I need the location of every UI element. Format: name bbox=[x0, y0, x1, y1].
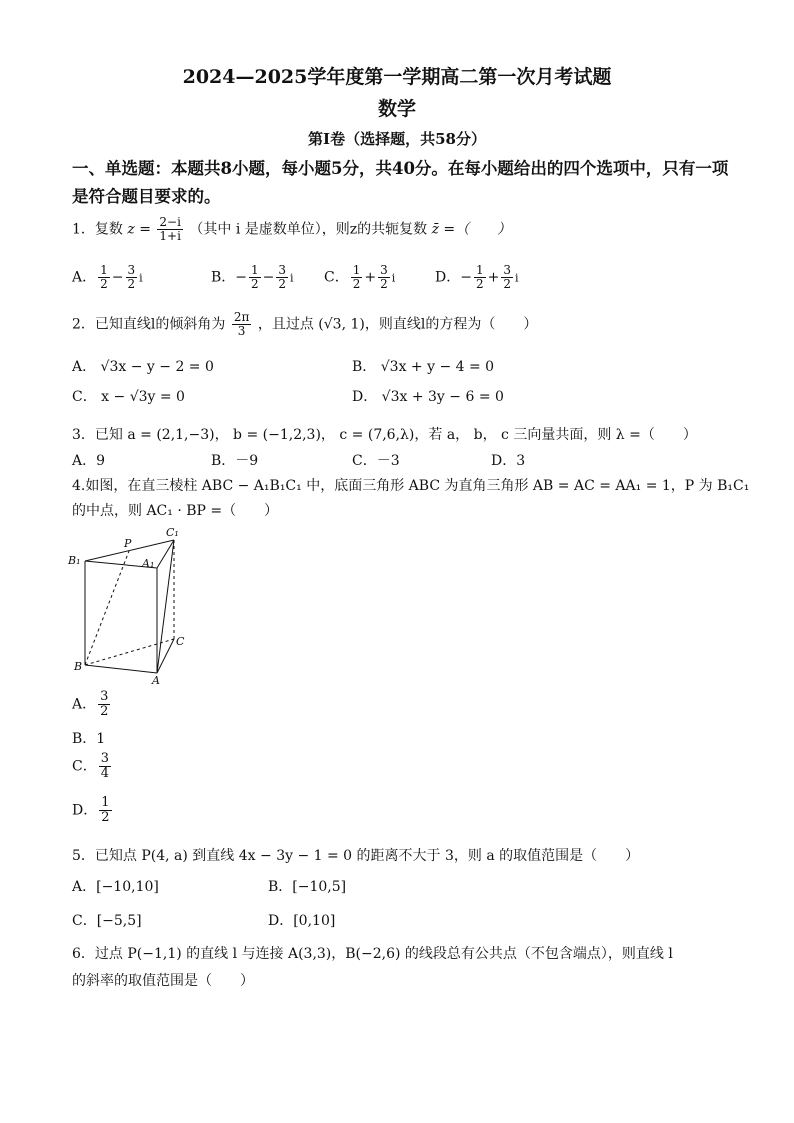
prism-figure bbox=[62, 522, 192, 686]
edge-ba bbox=[85, 665, 157, 673]
q1-option-c: C． $\frac{1}{2}$ + $\frac{3}{2}$ i bbox=[324, 263, 396, 291]
volume-title: 第Ⅰ卷（选择题，共58分） bbox=[308, 130, 486, 148]
exam-title: 2024—2025学年度第一学期高二第一次月考试题 bbox=[182, 66, 612, 88]
q1-fraction: $\frac{2-i}{1+i}$ bbox=[159, 215, 181, 243]
question-1 bbox=[72, 216, 511, 243]
q2-option-a: A． √3x − y − 2 = 0 bbox=[72, 359, 214, 375]
label-c1: C₁ bbox=[166, 526, 179, 539]
q5-option-a: A．[−10,10] bbox=[72, 879, 159, 895]
q4-option-b: B．1 bbox=[72, 731, 106, 747]
q2-option-c: C． x − √3y = 0 bbox=[72, 389, 185, 405]
q5-option-b: B．[−10,5] bbox=[268, 879, 347, 895]
q1-option-a: A． $\frac{1}{2}$ − $\frac{3}{2}$ i bbox=[72, 263, 143, 291]
q5-option-d: D．[0,10] bbox=[268, 913, 336, 929]
question-4-line1: 4.如图，在直三棱柱 ABC − A₁B₁C₁ 中，底面三角形 ABC 为直角三角形 AB = AC = AA₁ = 1，P 为 B₁C₁ bbox=[72, 478, 750, 494]
label-c: C bbox=[176, 635, 185, 648]
question-4-line2: 的中点，则 AC₁ · BP =（ ） bbox=[72, 503, 279, 519]
q2-option-b: B． √3x + y − 4 = 0 bbox=[352, 359, 495, 375]
q4-option-c: C． $\frac{3}{4}$ bbox=[72, 751, 109, 781]
label-b: B bbox=[74, 660, 83, 673]
q2-option-d: D． √3x + 3y − 6 = 0 bbox=[352, 389, 504, 405]
q5-option-c: C．[−5,5] bbox=[72, 913, 142, 929]
label-b1: B₁ bbox=[68, 554, 81, 567]
question-6-line2: 的斜率的取值范围是（ ） bbox=[72, 973, 254, 989]
q1-text: （其中 i 是虚数单位），则z的共轭复数 bbox=[189, 221, 428, 238]
q3-option-d: D．3 bbox=[491, 453, 526, 469]
q1-option-b: B．− $\frac{1}{2}$ − $\frac{3}{2}$ i bbox=[211, 263, 294, 291]
question-2 bbox=[72, 311, 537, 338]
q2-fraction: $\frac{2\pi}{3}$ bbox=[233, 310, 250, 338]
q3-option-c: C．－3 bbox=[352, 453, 400, 469]
q3-option-a: A．9 bbox=[72, 453, 106, 469]
q1-option-d: D．− $\frac{1}{2}$ + $\frac{3}{2}$ i bbox=[435, 263, 519, 291]
q4-option-d: D． $\frac{1}{2}$ bbox=[72, 795, 110, 825]
subject-title: 数学 bbox=[377, 98, 416, 120]
q1-zbar: z̄ =（ ） bbox=[431, 221, 512, 238]
section-heading: 一、单选题：本题共8小题，每小题5分，共40分。在每小题给出的四个选项中，只有一项是符合题目要求的。 bbox=[72, 159, 729, 206]
label-p: P bbox=[124, 537, 132, 550]
q2-prefix: 2．已知直线l的倾斜角为 bbox=[72, 316, 226, 333]
question-6-line1: 6．过点 P(−1,1) 的直线 l 与连接 A(3,3)，B(−2,6) 的线段总有公共点（不包含端点），则直线 l bbox=[72, 946, 673, 962]
question-5: 5．已知点 P(4, a) 到直线 4x − 3y − 1 = 0 的距离不大于 3，则 a 的取值范围是（ ） bbox=[72, 848, 640, 864]
segment-bp bbox=[85, 551, 129, 665]
q4-option-a: A． $\frac{3}{2}$ bbox=[72, 689, 109, 719]
q3-option-b: B．－9 bbox=[211, 453, 259, 469]
q1-prefix: 1．复数 bbox=[72, 221, 123, 238]
label-a: A bbox=[152, 674, 160, 686]
question-3: 3．已知 a = (2,1,−3)， b = (−1,2,3)， c = (7,6,λ)，若 a， b， c 三向量共面，则 λ =（ ） bbox=[72, 427, 697, 443]
q2-text: ，且过点 (√3, 1)，则直线l的方程为（ ） bbox=[257, 316, 538, 333]
label-a1: A₁ bbox=[142, 557, 155, 570]
segment-ac1 bbox=[157, 540, 174, 673]
q1-z: z = bbox=[127, 221, 151, 238]
